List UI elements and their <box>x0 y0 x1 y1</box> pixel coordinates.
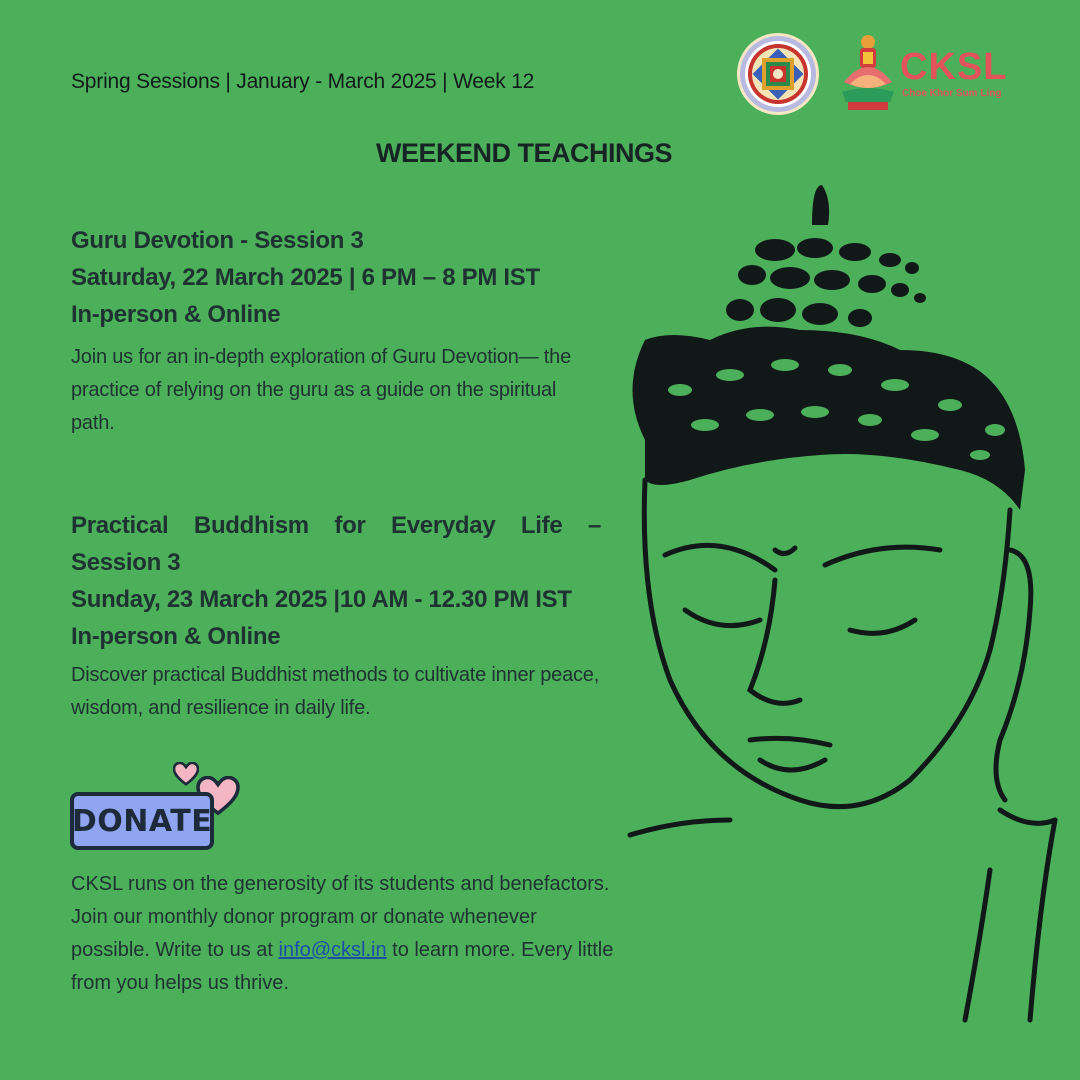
session-2-title-line1: Practical Buddhism for Everyday Life – <box>71 512 601 539</box>
session-2-mode: In-person & Online <box>71 623 281 650</box>
mandala-logo <box>736 32 820 116</box>
session-2-datetime: Sunday, 23 March 2025 |10 AM - 12.30 PM IST <box>71 586 572 613</box>
session-2 <box>71 507 601 725</box>
session-2-description: Discover practical Buddhist methods to cultivate inner peace, wisdom, and resilience in daily life. <box>71 664 600 719</box>
session-1-description: Join us for an in-depth exploration of Guru Devotion— the practice of relying on the guru as a guide on the spiritual path. <box>71 346 572 434</box>
email-link[interactable]: info@cksl.in <box>278 939 387 961</box>
session-header: Spring Sessions | January - March 2025 | Week 12 <box>71 70 535 93</box>
session-1 <box>71 222 601 440</box>
donate-text-before: CKSL runs on the generosity of its students and benefactors. Join our monthly donor program or donate whenever possible. Write to us at <box>71 873 610 961</box>
lotus-logo <box>838 32 898 116</box>
session-1-title: Guru Devotion - Session 3 <box>71 227 364 254</box>
donate-graphic <box>70 760 250 860</box>
brand-fullname: Choe Khor Sum Ling <box>902 88 1002 99</box>
donate-message <box>71 868 616 1000</box>
session-1-datetime: Saturday, 22 March 2025 | 6 PM – 8 PM IST <box>71 264 540 291</box>
session-1-mode: In-person & Online <box>71 301 281 328</box>
cksl-logo <box>838 32 1018 116</box>
buddha-illustration <box>600 180 1080 1040</box>
page-title: WEEKEND TEACHINGS <box>375 138 672 168</box>
session-2-title-line2: Session 3 <box>71 549 181 576</box>
brand-abbr: CKSL <box>900 46 1008 88</box>
donate-text-after: to learn more. Every little from you helps us thrive. <box>71 939 614 994</box>
donate-button[interactable]: DONATE <box>70 792 214 850</box>
